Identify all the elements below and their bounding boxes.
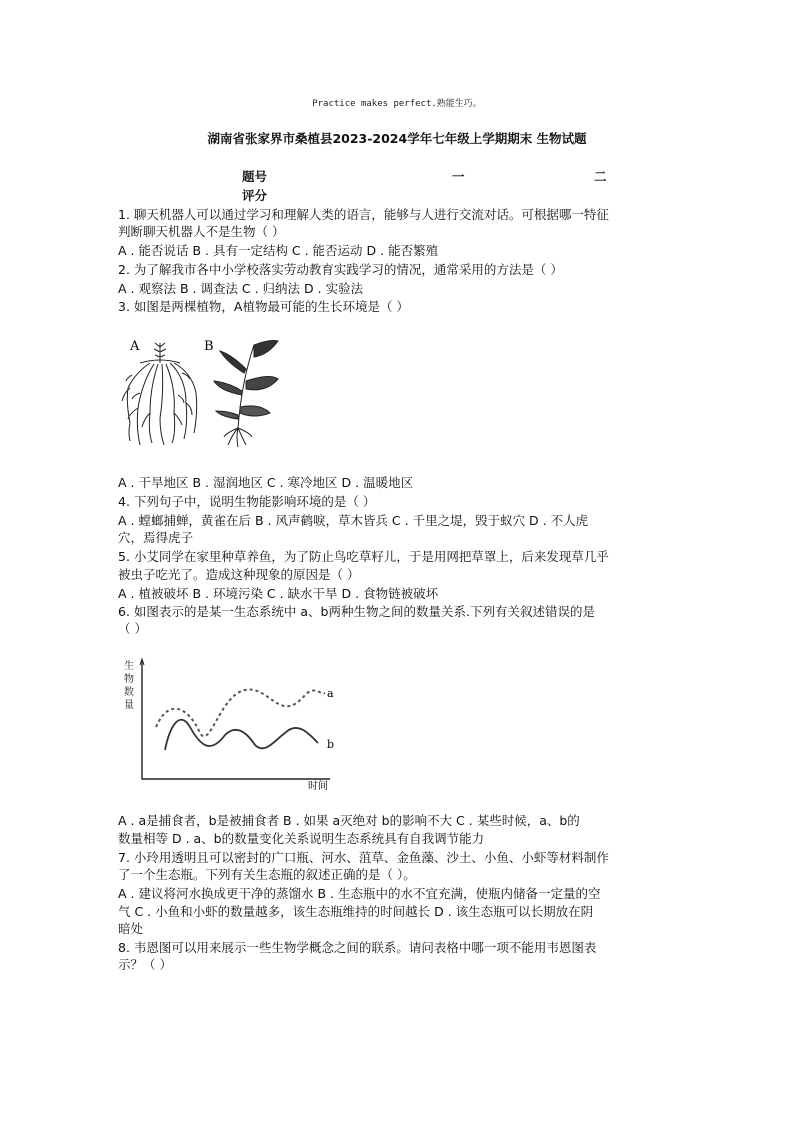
graph-xlabel: 时间 [308, 781, 328, 792]
text-line: 数量相等 D . a、b的数量变化关系说明生态系统具有自我调节能力 [118, 831, 485, 846]
text-line: A . 能否说话 B . 具有一定结构 C . 能否运动 D . 能否繁殖 [118, 243, 439, 258]
text-line: A . 观察法 B . 调查法 C . 归纳法 D . 实验法 [118, 281, 364, 296]
text-line: A . 建议将河水换成更干净的蒸馏水 B . 生态瓶中的水不宜充满，使瓶内储备一定量的空 [118, 886, 601, 901]
plant-a-drawing [122, 343, 197, 445]
text-line: 3. 如图是两棵植物，A植物最可能的生长环境是（ ） [118, 299, 409, 314]
score-table-col-2: 二 [594, 169, 607, 184]
text-line: 示？（ ） [118, 957, 172, 972]
text-line: （ ） [118, 621, 147, 636]
graph-ylabel-char: 数 [124, 687, 134, 698]
score-table-row-header: 评分 [242, 188, 268, 203]
header-motto: Practice makes perfect.熟能生巧。 [312, 99, 482, 109]
text-line: 气 C . 小鱼和小虾的数量越多，该生态瓶维持的时间越长 D . 该生态瓶可以长期放在阴 [118, 904, 594, 919]
graph-axes [142, 661, 330, 779]
score-table-col-header: 题号 [242, 169, 268, 184]
graph-series-a-label: a [327, 687, 334, 700]
text-line: A . 干旱地区 B . 湿润地区 C . 寒冷地区 D . 温暖地区 [118, 475, 414, 490]
plant-figure [120, 333, 280, 453]
text-line: 8. 韦恩图可以用来展示一些生物学概念之间的联系。请问表格中哪一项不能用韦恩图表 [118, 940, 597, 955]
plant-label-a: A [130, 339, 140, 354]
text-line: 判断聊天机器人不是生物（ ） [118, 224, 285, 239]
text-line: 6. 如图表示的是某一生态系统中 a、b两种生物之间的数量关系.下列有关叙述错误的是 [118, 604, 595, 619]
text-line: A . 植被破坏 B . 环境污染 C . 缺水干旱 D . 食物链被破坏 [118, 586, 439, 601]
plant-b-drawing [214, 341, 278, 448]
text-line: 1. 聊天机器人可以通过学习和理解人类的语言，能够与人进行交流对话。可根据哪一特征 [118, 207, 609, 222]
text-line: A . a是捕食者，b是被捕食者 B . 如果 a灭绝对 b的影响不大 C . 某些时候，a、b的 [118, 813, 580, 828]
graph-series-b-label: b [327, 738, 335, 751]
text-line: 7. 小玲用透明且可以密封的广口瓶、河水、菹草、金鱼藻、沙土、小鱼、小虾等材料制作 [118, 850, 609, 865]
graph-ylabel-char: 生 [124, 661, 134, 672]
graph-ylabel [124, 659, 134, 711]
score-table-col-1: 一 [452, 169, 465, 184]
text-line: 4. 下列句子中，说明生物能影响环境的是（ ） [118, 494, 376, 509]
text-line: 穴，焉得虎子 [118, 530, 194, 545]
graph-ylabel-char: 物 [124, 674, 134, 685]
population-graph [120, 655, 350, 795]
graph-series-b-curve [165, 720, 318, 750]
graph-ylabel-char: 量 [124, 700, 134, 711]
text-line: 被虫子吃光了。造成这种现象的原因是（ ） [118, 567, 360, 582]
text-line: 2. 为了解我市各中小学校落实劳动教育实践学习的情况，通常采用的方法是（ ） [118, 262, 563, 277]
text-line: 了一个生态瓶。下列有关生态瓶的叙述正确的是（ ）。 [118, 867, 416, 882]
text-line: A . 螳螂捕蝉，黄雀在后 B . 风声鹤唳，草木皆兵 C . 千里之堤，毁于蚁穴 D . 不人虎 [118, 513, 589, 528]
plant-label-b: B [204, 339, 214, 354]
page-title: 湖南省张家界市桑植县2023-2024学年七年级上学期期末 生物试题 [207, 131, 587, 146]
text-line: 暗处 [118, 921, 144, 936]
text-line: 5. 小艾同学在家里种草养鱼，为了防止鸟吃草籽儿，于是用网把草罩上，后来发现草几乎 [118, 549, 609, 564]
